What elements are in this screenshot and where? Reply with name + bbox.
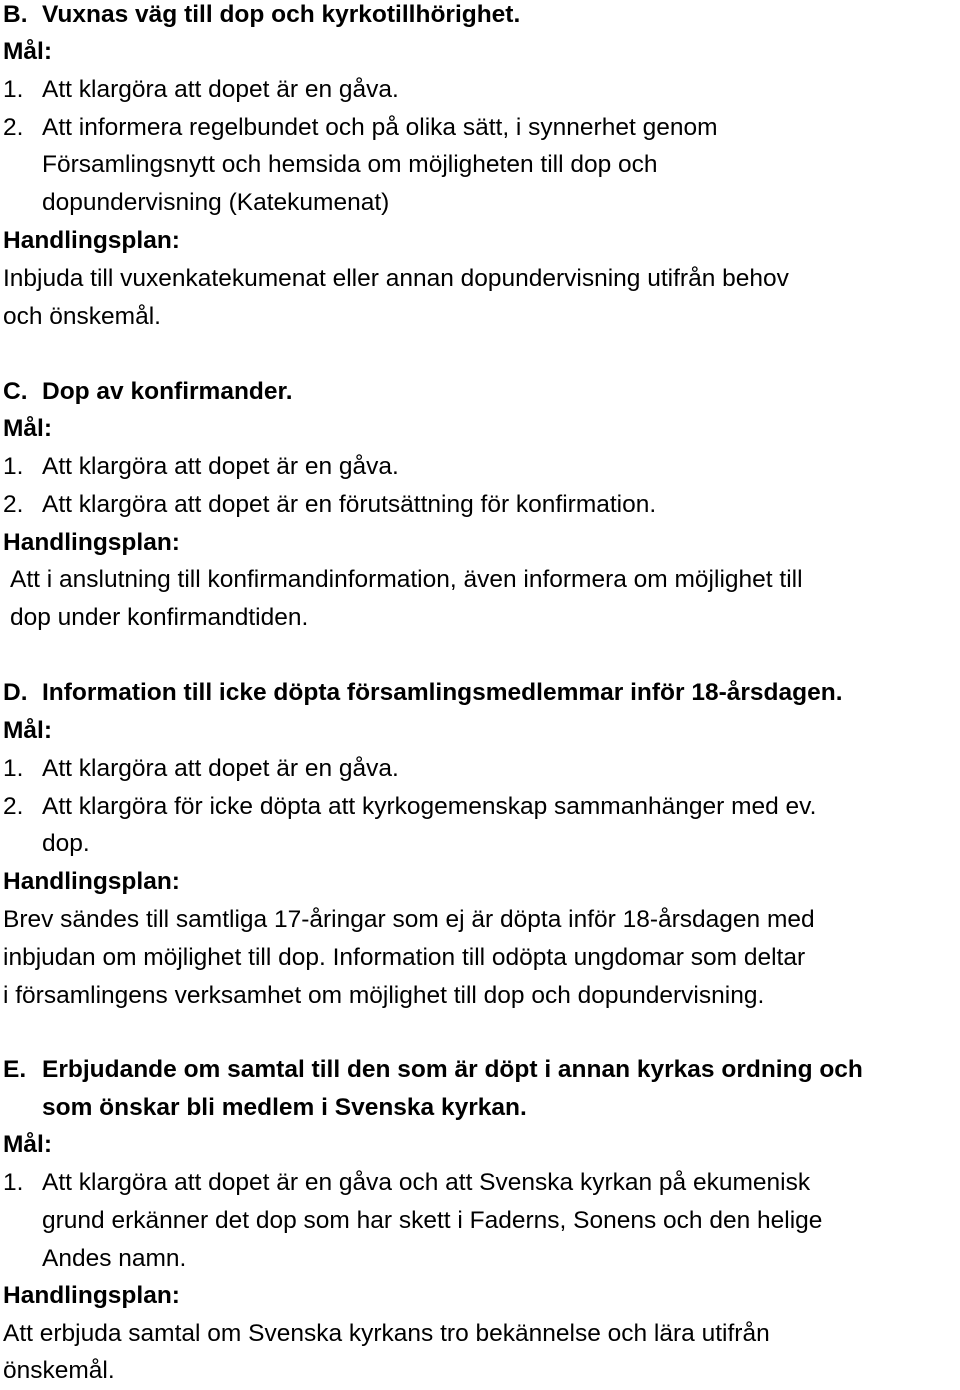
section-b-plan-text: och önskemål. (3, 303, 161, 330)
goal-text: Att klargöra att dopet är en gåva. (42, 755, 399, 782)
section-b-title: Vuxnas väg till dop och kyrkotillhörighet. (42, 1, 521, 28)
goal-number: 2. (3, 491, 24, 518)
section-c-goal-label: Mål: (3, 415, 52, 442)
section-c-title: Dop av konfirmander. (42, 378, 293, 405)
section-d-letter: D. (3, 679, 28, 706)
section-b-plan-label: Handlingsplan: (3, 227, 180, 254)
section-e-plan-text: önskemål. (3, 1357, 115, 1384)
section-e-letter: E. (3, 1056, 27, 1083)
section-d-plan-text: inbjudan om möjlighet till dop. Information till odöpta ungdomar som deltar (3, 944, 806, 971)
section-b-goal-label: Mål: (3, 38, 52, 65)
section-d-title: Information till icke döpta församlingsmedlemmar inför 18-årsdagen. (42, 679, 843, 706)
goal-number: 1. (3, 1169, 24, 1196)
goal-text: Att informera regelbundet och på olika sätt, i synnerhet genom (42, 114, 718, 141)
section-c-plan-text: dop under konfirmandtiden. (10, 604, 309, 631)
section-b-plan-text: Inbjuda till vuxenkatekumenat eller annan dopundervisning utifrån behov (3, 265, 789, 292)
goal-text-continued: Församlingsnytt och hemsida om möjligheten till dop och (42, 151, 658, 178)
section-e-plan-text: Att erbjuda samtal om Svenska kyrkans tro bekännelse och lära utifrån (3, 1320, 770, 1347)
goal-text: Att klargöra för icke döpta att kyrkogemenskap sammanhänger med ev. (42, 793, 817, 820)
section-e-title-continued: som önskar bli medlem i Svenska kyrkan. (42, 1094, 527, 1121)
goal-text-continued: Andes namn. (42, 1245, 187, 1272)
section-c-plan-label: Handlingsplan: (3, 529, 180, 556)
section-c-plan-text: Att i anslutning till konfirmandinformation, även informera om möjlighet till (10, 566, 803, 593)
section-d-plan-text: Brev sändes till samtliga 17-åringar som ej är döpta inför 18-årsdagen med (3, 906, 815, 933)
goal-text-continued: grund erkänner det dop som har skett i Faderns, Sonens och den helige (42, 1207, 823, 1234)
section-d-goal-label: Mål: (3, 717, 52, 744)
goal-number: 2. (3, 114, 24, 141)
section-e-title: Erbjudande om samtal till den som är döpt i annan kyrkas ordning och (42, 1056, 863, 1083)
section-e-goal-label: Mål: (3, 1131, 52, 1158)
section-b-letter: B. (3, 1, 28, 28)
goal-text-continued: dopundervisning (Katekumenat) (42, 189, 390, 216)
goal-text: Att klargöra att dopet är en gåva och att Svenska kyrkan på ekumenisk (42, 1169, 811, 1196)
section-e-plan-label: Handlingsplan: (3, 1282, 180, 1309)
goal-text: Att klargöra att dopet är en förutsättning för konfirmation. (42, 491, 657, 518)
goal-number: 1. (3, 453, 24, 480)
goal-number: 1. (3, 76, 24, 103)
goal-text: Att klargöra att dopet är en gåva. (42, 453, 399, 480)
goal-text-continued: dop. (42, 830, 90, 857)
goal-number: 2. (3, 793, 24, 820)
goal-text: Att klargöra att dopet är en gåva. (42, 76, 399, 103)
section-c-letter: C. (3, 378, 28, 405)
goal-number: 1. (3, 755, 24, 782)
section-d-plan-text: i församlingens verksamhet om möjlighet till dop och dopundervisning. (3, 982, 765, 1009)
section-d-plan-label: Handlingsplan: (3, 868, 180, 895)
